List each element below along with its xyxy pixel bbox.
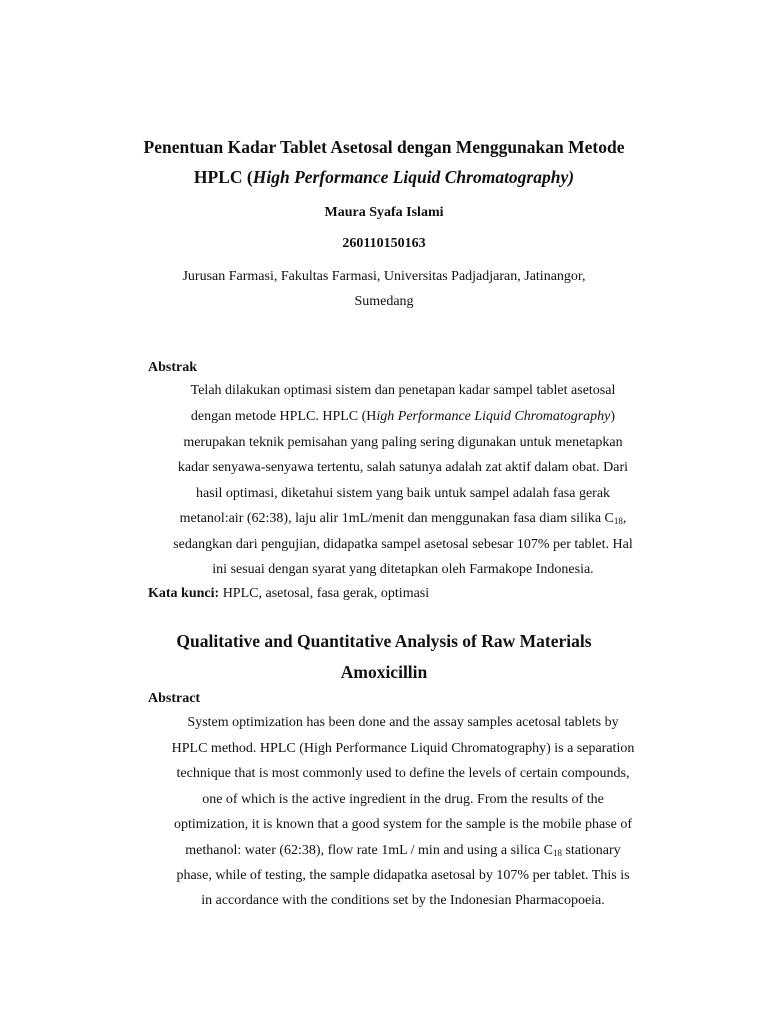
abstract-line: technique that is most commonly used to define the levels of certain compounds, xyxy=(176,766,630,781)
abstract-line: one of which is the active ingredient in the drug. From the results of the xyxy=(202,792,604,807)
title-text-italic: High Performance Liquid Chromatography) xyxy=(252,167,575,187)
paper-title-line-2 xyxy=(0,166,768,188)
abstrak-line-part: , xyxy=(622,511,627,526)
abstrak-line-italic: igh Performance Liquid Chromatography xyxy=(376,409,611,424)
affiliation-line-2: Sumedang xyxy=(354,294,414,309)
abstract-line: optimization, it is known that a good system for the sample is the mobile phase of xyxy=(173,817,633,832)
abstract-line: HPLC method. HPLC (High Performance Liquid Chromatography) is a separation xyxy=(171,741,635,756)
abstrak-line: ini sesuai dengan syarat yang ditetapkan oleh Farmakope Indonesia. xyxy=(212,562,594,577)
abstrak-line: sedangkan dari pengujian, didapatka sampel asetosal sebesar 107% per tablet. Hal xyxy=(173,537,633,552)
abstrak-line-part: metanol:air (62:38), laju alir 1mL/menit dan menggunakan fasa diam silika C xyxy=(179,511,614,526)
title-text-prefix: HPLC ( xyxy=(193,167,253,187)
abstrak-line xyxy=(148,408,658,426)
affiliation-line-1: Jurusan Farmasi, Fakultas Farmasi, Universitas Padjadjaran, Jatinangor, xyxy=(182,269,586,284)
subscript-18: 18 xyxy=(552,848,562,858)
abstrak-line: kadar senyawa-senyawa tertentu, salah satunya adalah zat aktif dalam obat. Dari xyxy=(177,460,629,475)
abstract-line: phase, while of testing, the sample didapatka asetosal by 107% per tablet. This is xyxy=(176,868,630,883)
abstract-line xyxy=(148,842,658,860)
title-text: Penentuan Kadar Tablet Asetosal dengan Menggunakan Metode xyxy=(143,137,625,157)
abstract-line: System optimization has been done and the assay samples acetosal tablets by xyxy=(187,715,619,730)
keywords-label: Kata kunci: xyxy=(148,586,220,601)
abstract-heading: Abstract xyxy=(148,691,201,706)
english-title-line-1: Qualitative and Quantitative Analysis of Raw Materials xyxy=(176,631,592,651)
english-title-line-2: Amoxicillin xyxy=(340,662,428,682)
abstract-line: in accordance with the conditions set by the Indonesian Pharmacopoeia. xyxy=(201,893,605,908)
abstrak-line: hasil optimasi, diketahui sistem yang baik untuk sampel adalah fasa gerak xyxy=(195,486,611,501)
keywords-value: HPLC, asetosal, fasa gerak, optimasi xyxy=(219,586,430,601)
abstrak-line-part: ) xyxy=(610,409,616,424)
paper-title-line-1 xyxy=(0,136,768,158)
abstrak-line: merupakan teknik pemisahan yang paling sering digunakan untuk menetapkan xyxy=(183,435,623,450)
subscript-18: 18 xyxy=(613,516,623,526)
abstrak-line xyxy=(148,510,658,528)
abstrak-line-part: dengan metode HPLC. HPLC (H xyxy=(190,409,377,424)
author-name: Maura Syafa Islami xyxy=(324,205,444,220)
student-id: 260110150163 xyxy=(342,236,426,251)
abstrak-heading: Abstrak xyxy=(148,360,198,375)
abstrak-line: Telah dilakukan optimasi sistem dan penetapan kadar sampel tablet asetosal xyxy=(190,383,616,398)
abstract-line-part: stationary xyxy=(561,843,621,858)
abstract-line-part: methanol: water (62:38), flow rate 1mL / min and using a silica C xyxy=(185,843,553,858)
keywords-line xyxy=(148,585,429,603)
